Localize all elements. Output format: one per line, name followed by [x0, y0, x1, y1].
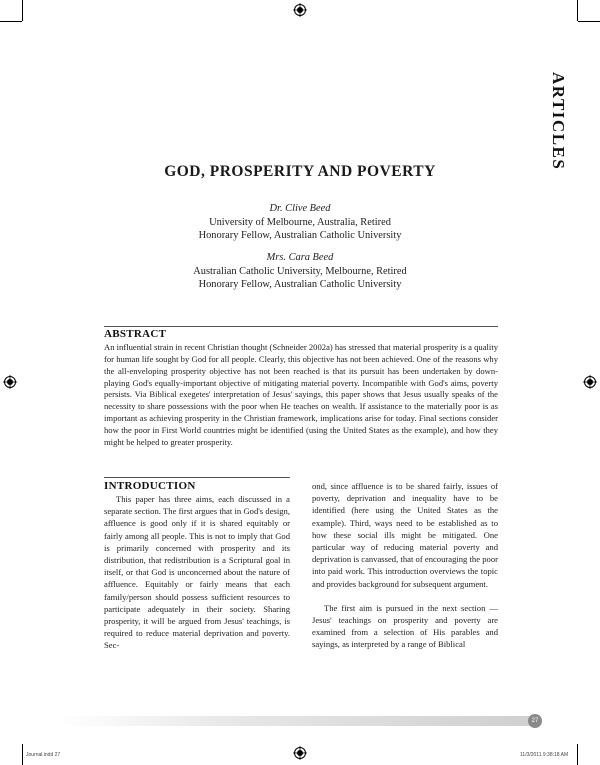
- registration-mark-bottom: [293, 746, 307, 760]
- author-2-affiliation-2: Honorary Fellow, Australian Catholic University: [198, 279, 402, 290]
- crop-mark-top-left-v: [22, 0, 23, 21]
- slug-right: 11/3/2011 9:38:18 AM: [520, 752, 569, 758]
- crop-mark-top-right-v: [577, 0, 578, 21]
- section-label: [548, 70, 568, 171]
- introduction-column-2: [312, 480, 498, 651]
- page-number: 27: [528, 714, 542, 728]
- author-1-name: Dr. Clive Beed: [269, 203, 331, 214]
- author-1-affiliation-2: Honorary Fellow, Australian Catholic University: [198, 230, 402, 241]
- section-label-text: ARTICLES: [549, 72, 568, 171]
- crop-mark-top-left: [0, 21, 22, 22]
- crop-mark-bottom-left-v: [22, 744, 23, 765]
- author-2: [0, 251, 600, 292]
- abstract-heading: ABSTRACT: [104, 328, 167, 340]
- registration-mark-top: [293, 3, 307, 17]
- author-1: [0, 202, 600, 243]
- slug-left: Journal.indd 27: [26, 752, 61, 758]
- author-2-affiliation-1: Australian Catholic University, Melbourne, Retired: [193, 265, 407, 277]
- author-1-affiliation-1: University of Melbourne, Australia, Retired: [209, 216, 391, 228]
- intro-paragraph-1: This paper has three aims, each discussed in a separate section. The first argues that in God's design, affluence is good only if it is shared equitably or fairly among all people. This is not to imply that God is primarily concerned with prosperity and its distribution, that redistribution is a Scriptural goal in itself, or that God is unconcerned about the nature of affluence. Equitably or fairly means that each family/person should possess sufficient resources to participate adequately in their society. Sharing prosperity, it will be argued from Jesus' teachings, is required to reduce material deprivation and poverty. Sec-: [104, 494, 290, 651]
- introduction-rule: [104, 477, 290, 478]
- intro-paragraph-2: ond, since affluence is to be shared fairly, issues of poverty, deprivation and inequality have to be identified (here using the United States as the example). Third, ways need to be established as to how these social ills might be mitigated. One particular way of reducing material poverty and deprivation is canvassed, that of encouraging the poor into paid work. This introduction overviews the topic and provides background for subsequent argument.: [312, 481, 498, 589]
- abstract-rule: [104, 326, 498, 327]
- registration-mark-left: [3, 375, 17, 389]
- abstract-text: An influential strain in recent Christian thought (Schneider 2002a) has stressed that material prosperity is a quality for human life sought by God for all people. Clearly, this objective has not been achieved. One of the reasons why the all-enveloping prosperity objective has not been reached is that its pursuit has been undertaken by down-playing God's equally-important objective of mitigating material poverty. Incompatible with God's aims, poverty persists. Via Biblical exegetes' interpretation of Jesus' sayings, this paper shows that Jesus usually speaks of the necessity to share possessions with the poor when He teaches on wealth. If assistance to the materially poor is as important as achieving prosperity in the Christian framework, implications arise for today. Final sections consider how the poor in First World countries might be identified (using the United States as the example), and how they might be helped to greater prosperity.: [104, 342, 498, 447]
- registration-mark-right: [583, 375, 597, 389]
- crop-mark-top-right: [578, 21, 600, 22]
- article-title: GOD, PROSPERITY AND POVERTY: [164, 163, 436, 180]
- introduction-heading: INTRODUCTION: [104, 480, 196, 492]
- author-2-name: Mrs. Cara Beed: [266, 252, 334, 263]
- intro-paragraph-3: The first aim is pursued in the next section —Jesus' teachings on prosperity and poverty are examined from a selection of His parables and sayings, as interpreted by a range of Biblical: [312, 602, 498, 650]
- introduction-column-1: [104, 493, 290, 652]
- crop-mark-bottom-right-v: [577, 744, 578, 765]
- footer-band: [58, 716, 536, 726]
